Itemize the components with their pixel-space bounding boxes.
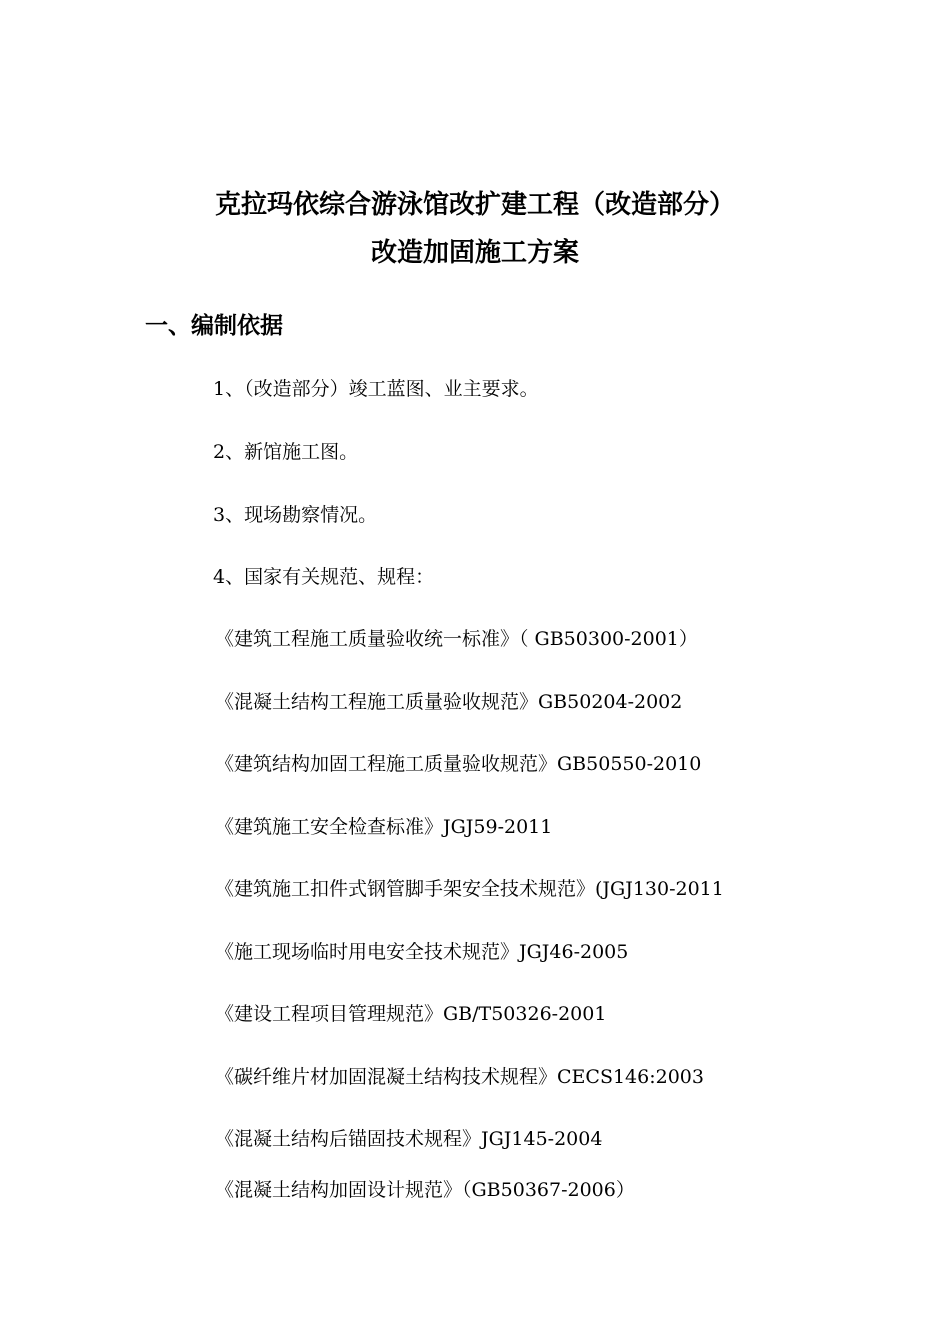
standard-item: 《混凝土结构后锚固技术规程》JGJ145-2004	[215, 1128, 603, 1150]
basis-item: 1、（改造部分）竣工蓝图、业主要求。	[213, 378, 539, 400]
document-title-line-1: 克拉玛依综合游泳馆改扩建工程（改造部分）	[214, 190, 735, 220]
basis-item: 4、国家有关规范、规程：	[213, 566, 435, 588]
standard-item: 《建筑工程施工质量验收统一标准》（ GB50300-2001）	[215, 628, 698, 650]
section-heading: 一、编制依据	[145, 313, 283, 339]
standard-item: 《混凝土结构工程施工质量验收规范》GB50204-2002	[215, 691, 683, 713]
standard-item: 《建设工程项目管理规范》GB/T50326-2001	[215, 1003, 607, 1025]
standard-item: 《混凝土结构加固设计规范》（GB50367-2006）	[215, 1179, 635, 1201]
standard-item: 《施工现场临时用电安全技术规范》JGJ46-2005	[215, 941, 629, 963]
basis-item: 2、新馆施工图。	[213, 441, 359, 463]
standard-item: 《建筑施工扣件式钢管脚手架安全技术规范》(JGJ130-2011	[215, 878, 724, 900]
basis-item: 3、现场勘察情况。	[213, 504, 378, 526]
standard-item: 《建筑结构加固工程施工质量验收规范》GB50550-2010	[215, 753, 702, 775]
document-title-line-2: 改造加固施工方案	[370, 238, 579, 268]
standard-item: 《碳纤维片材加固混凝土结构技术规程》CECS146:2003	[215, 1066, 704, 1088]
standard-item: 《建筑施工安全检查标准》JGJ59-2011	[215, 816, 553, 838]
